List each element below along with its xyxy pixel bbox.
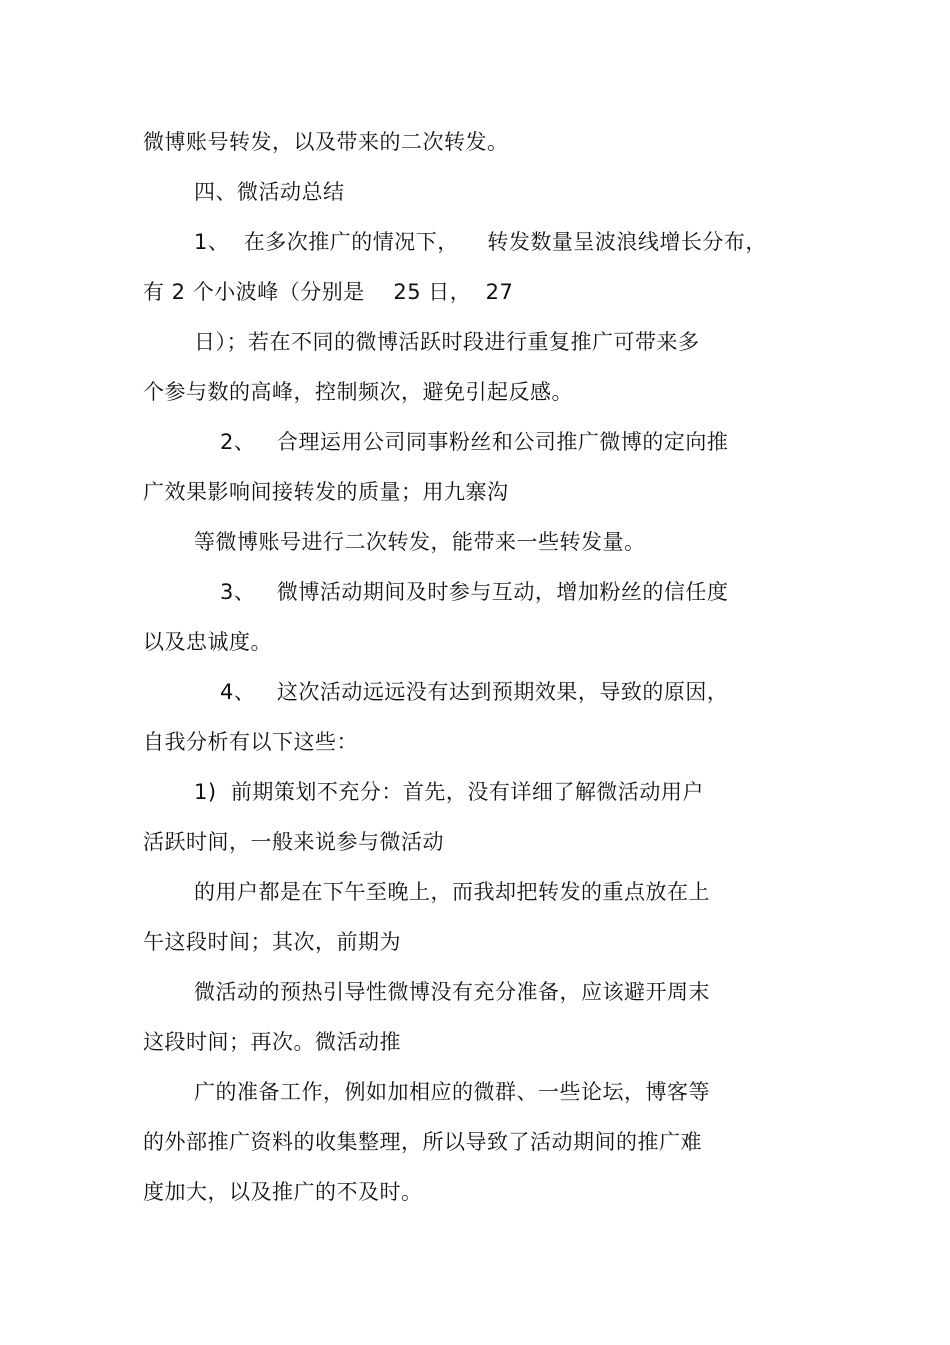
text-line-20: 广的准备工作，例如加相应的微群、一些论坛，博客等 — [194, 1080, 710, 1104]
text-line-5: 日）；若在不同的微博活跃时段进行重复推广可带来多 — [194, 330, 700, 354]
text-line-17: 午这段时间；其次，前期为 — [143, 930, 401, 954]
text-line-14: 1) 前期策划不充分：首先，没有详细了解微活动用户 — [194, 780, 704, 804]
text-line-11: 以及忠诚度。 — [143, 630, 272, 654]
text-line-10: 3、 微博活动期间及时参与互动，增加粉丝的信任度 — [220, 580, 729, 604]
text-line-6: 个参与数的高峰，控制频次，避免引起反感。 — [143, 380, 573, 404]
text-line-9: 等微博账号进行二次转发，能带来一些转发量。 — [194, 530, 646, 554]
text-line-16: 的用户都是在下午至晚上，而我却把转发的重点放在上 — [194, 880, 710, 904]
text-line-4: 有 2 个小波峰（分别是 25 日， 27 — [143, 280, 514, 304]
text-line-13: 自我分析有以下这些： — [143, 730, 358, 754]
text-line-8: 广效果影响间接转发的质量；用九寨沟 — [143, 480, 509, 504]
text-line-15: 活跃时间，一般来说参与微活动 — [143, 830, 444, 854]
section-heading: 四、微活动总结 — [194, 180, 345, 204]
text-line-18: 微活动的预热引导性微博没有充分准备，应该避开周末 — [194, 980, 710, 1004]
text-line-1: 微博账号转发，以及带来的二次转发。 — [143, 130, 509, 154]
text-line-7: 2、 合理运用公司同事粉丝和公司推广微博的定向推 — [220, 430, 729, 454]
text-line-12: 4、 这次活动远远没有达到预期效果，导致的原因， — [220, 680, 729, 704]
text-line-22: 度加大，以及推广的不及时。 — [143, 1180, 423, 1204]
text-line-21: 的外部推广资料的收集整理，所以导致了活动期间的推广难 — [143, 1130, 702, 1154]
text-line-19: 这段时间；再次。微活动推 — [143, 1030, 401, 1054]
text-line-3: 1、 在多次推广的情况下， 转发数量呈波浪线增长分布， — [194, 230, 767, 254]
